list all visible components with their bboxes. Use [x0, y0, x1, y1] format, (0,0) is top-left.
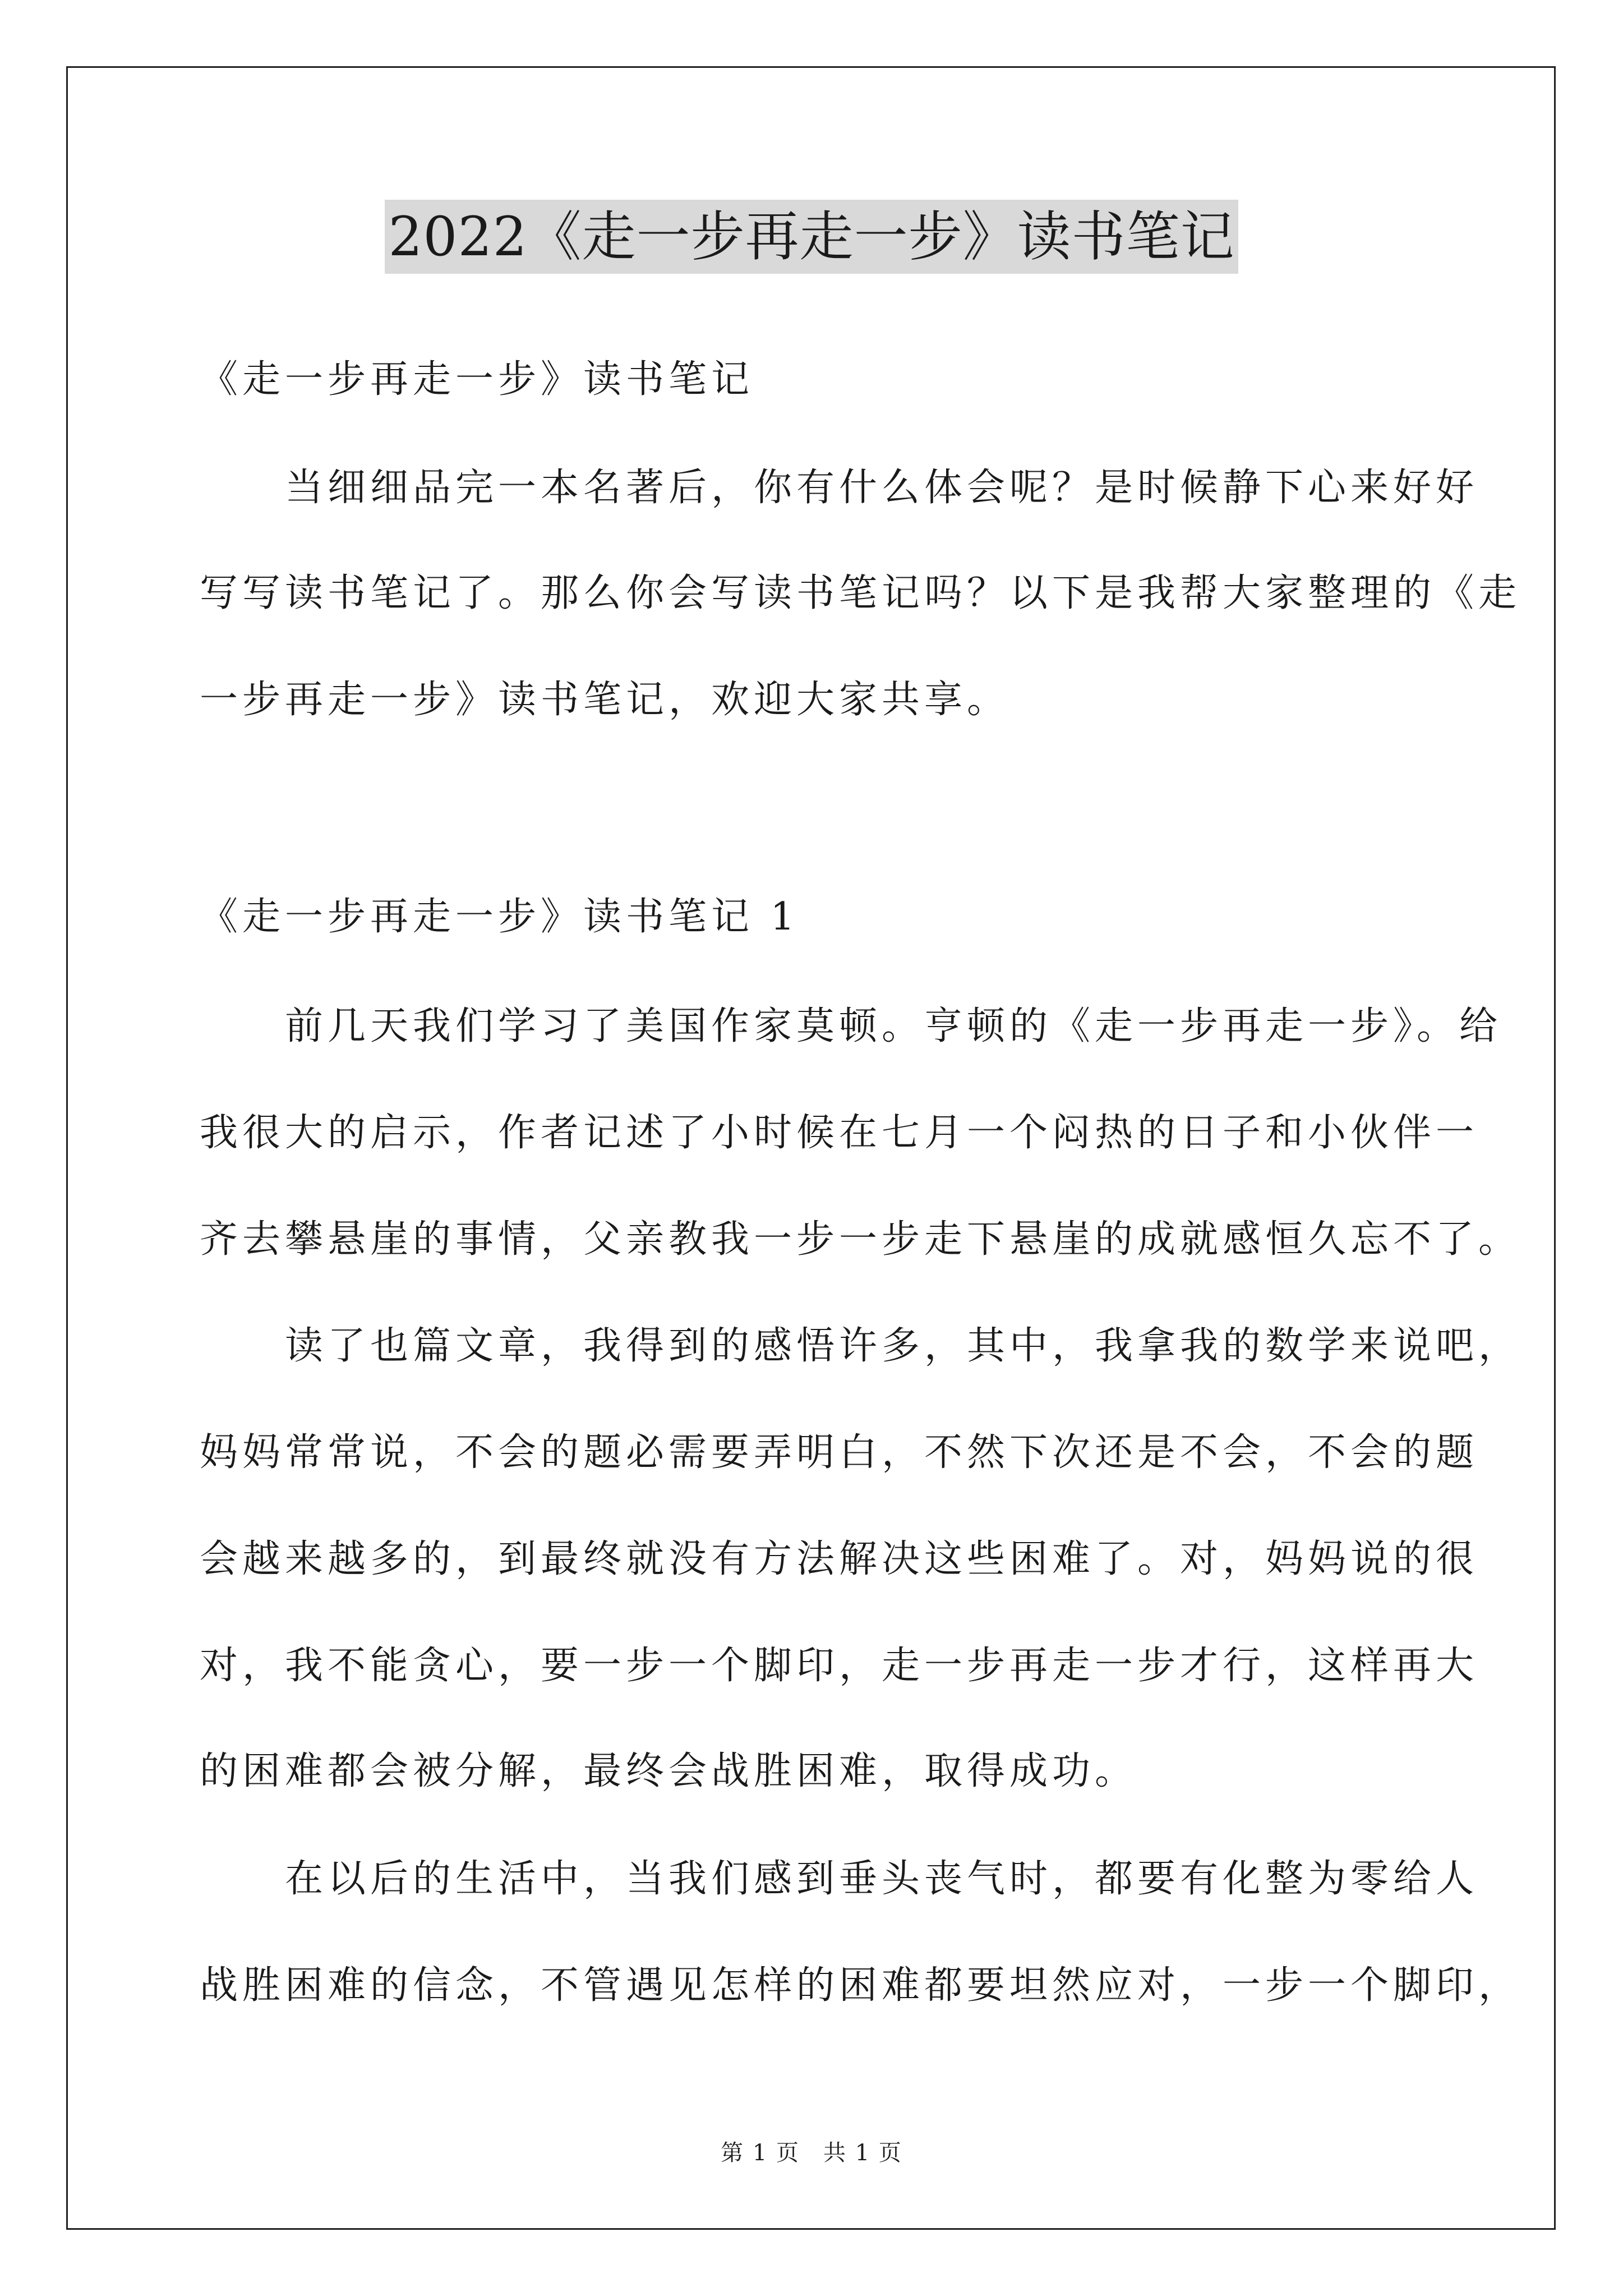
section-heading: 《走一步再走一步》读书笔记 1 [200, 895, 799, 939]
intro-line: 一步再走一步》读书笔记，欢迎大家共享。 [200, 678, 1010, 722]
body-line: 战胜困难的信念，不管遇见怎样的困难都要坦然应对，一步一个脚印， [200, 1963, 1521, 2008]
document-title: 2022《走一步再走一步》读书笔记 [385, 200, 1238, 274]
title-container [0, 200, 1623, 274]
body-line: 齐去攀悬崖的事情，父亲教我一步一步走下悬崖的成就感恒久忘不了。 [200, 1217, 1521, 1262]
body-line: 的困难都会被分解，最终会战胜困难，取得成功。 [200, 1749, 1138, 1793]
document-heading: 《走一步再走一步》读书笔记 [200, 357, 754, 402]
body-line: 妈妈常常说，不会的题必需要弄明白，不然下次还是不会，不会的题 [200, 1430, 1479, 1475]
intro-line: 写写读书笔记了。那么你会写读书笔记吗？以下是我帮大家整理的《走 [200, 571, 1521, 615]
intro-line: 当细细品完一本名著后，你有什么体会呢？是时候静下心来好好 [200, 466, 1479, 510]
body-line: 我很大的启示，作者记述了小时候在七月一个闷热的日子和小伙伴一 [200, 1111, 1479, 1155]
body-line: 读了也篇文章，我得到的感悟许多，其中，我拿我的数学来说吧， [200, 1324, 1521, 1368]
body-line: 在以后的生活中，当我们感到垂头丧气时，都要有化整为零给人 [200, 1857, 1479, 1901]
body-line: 会越来越多的，到最终就没有方法解决这些困难了。对，妈妈说的很 [200, 1537, 1479, 1581]
body-line: 前几天我们学习了美国作家莫顿。亨顿的《走一步再走一步》。给 [200, 1004, 1502, 1048]
page-footer: 第 1 页 共 1 页 [721, 2140, 902, 2166]
body-line: 对，我不能贪心，要一步一个脚印，走一步再走一步才行，这样再大 [200, 1644, 1479, 1688]
